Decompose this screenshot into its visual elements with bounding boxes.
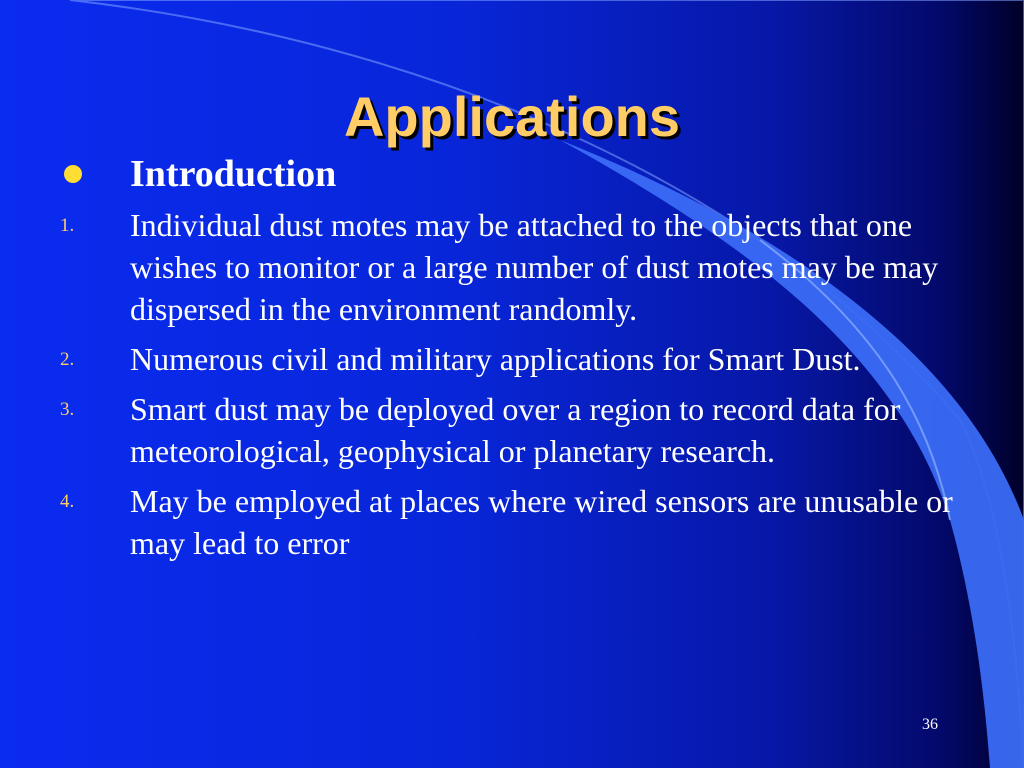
item-text: Smart dust may be deployed over a region to record data for meteorological, geophysical or planetary research.: [130, 391, 901, 469]
item-text: May be employed at places where wired sensors are unusable or may lead to error: [130, 483, 953, 561]
item-text: Numerous civil and military applications for Smart Dust.: [130, 341, 861, 377]
item-number: 3.: [60, 399, 75, 420]
bullet-dot-icon: [64, 165, 82, 183]
bullet-item-introduction: [0, 150, 1024, 198]
bullet-heading: Introduction: [130, 153, 337, 195]
slide-title: Applications: [343, 85, 681, 148]
item-number: 1.: [60, 215, 75, 236]
page-number: 36: [922, 716, 938, 733]
item-number: 4.: [60, 491, 75, 512]
item-text: Individual dust motes may be attached to the objects that one wishes to monitor or a large number of dust motes may be may dispersed in the environment randomly.: [130, 207, 939, 327]
numbered-item-4: [0, 480, 1024, 564]
slide-content: [0, 150, 1024, 572]
numbered-item-2: [0, 338, 1024, 380]
numbered-item-1: [0, 204, 1024, 330]
item-number: 2.: [60, 349, 75, 370]
numbered-item-3: [0, 388, 1024, 472]
